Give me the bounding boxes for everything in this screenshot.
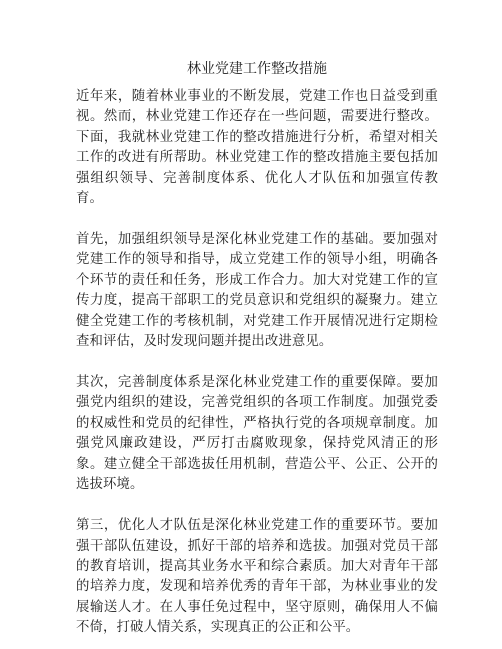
paragraph-system: 其次，完善制度体系是深化林业党建工作的重要保障。要加强党内组织的建设，完善党组织的各项工作制度。加强党委的权威性和党员的纪律性，严格执行党的各项规章制度。加强党风廉政建设，严厉打击腐败现象，保持党风清正的形象。建立健全干部选拔任用机制，营造公平、公正、公开的选拔环境。 — [76, 375, 438, 493]
paragraph-talent: 第三，优化人才队伍是深化林业党建工作的重要环节。要加强干部队伍建设，抓好干部的培养和选拔。加强对党员干部的教育培训，提高其业务水平和综合素质。加大对青年干部的培养力度，发现和培养优秀的青年干部，为林业事业的发展输送人才。在人事任免过程中，坚守原则，确保用人不偏不倚，打破人情关系，实现真正的公正和公平。 — [76, 518, 438, 636]
document-title: 林业党建工作整改措施 — [187, 61, 327, 77]
paragraph-organization: 首先，加强组织领导是深化林业党建工作的基础。要加强对党建工作的领导和指导，成立党建工作的领导小组，明确各个环节的责任和任务，形成工作合力。加大对党建工作的宣传力度，提高干部职工的党员意识和党组织的凝聚力。建立健全党建工作的考核机制，对党建工作开展情况进行定期检查和评估，及时发现问题并提出改进意见。 — [76, 232, 438, 350]
paragraph-intro: 近年来，随着林业事业的不断发展，党建工作也日益受到重视。然而，林业党建工作还存在一些问题，需要进行整改。下面，我就林业党建工作的整改措施进行分析，希望对相关工作的改进有所帮助。林业党建工作的整改措施主要包括加强组织领导、完善制度体系、优化人才队伍和加强宣传教育。 — [76, 89, 438, 207]
